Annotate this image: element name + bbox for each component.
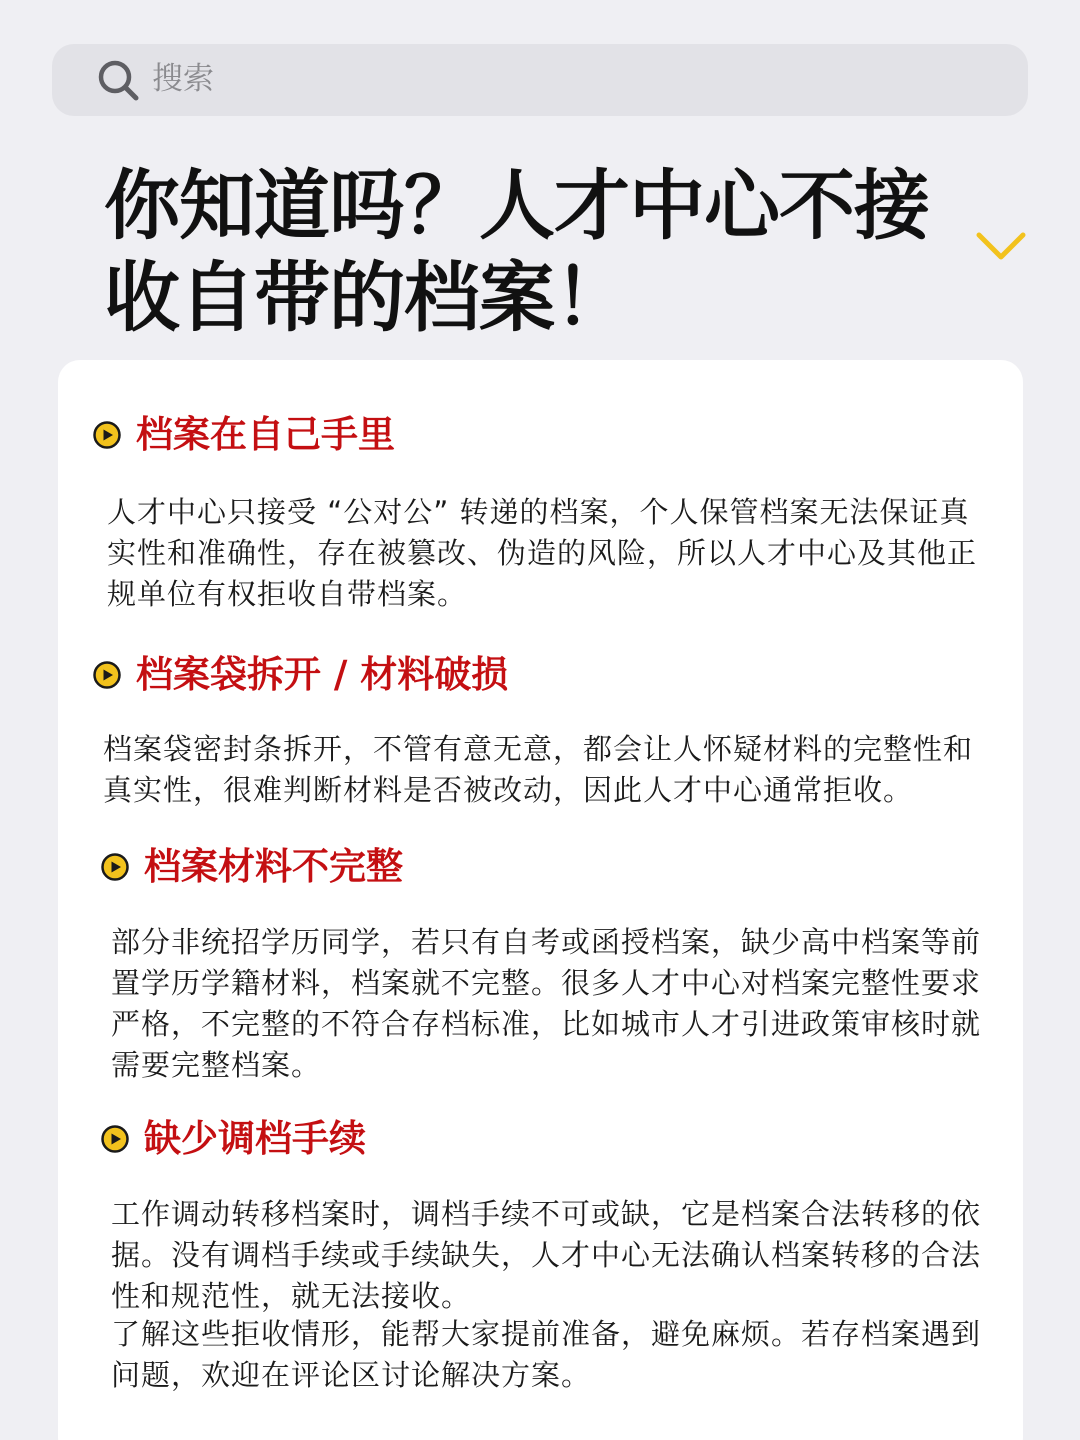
play-circle-icon	[92, 660, 122, 690]
chevron-down-icon[interactable]	[974, 226, 1028, 266]
section-heading-text: 缺少调档手续	[144, 1117, 366, 1160]
page-title: 你知道吗？人才中心不接收自带的档案！	[104, 161, 929, 342]
section-body: 工作调动转移档案时，调档手续不可或缺，它是档案合法转移的依据。没有调档手续或手续缺失，人才中心无法确认档案转移的合法性和规范性，就无法接收。	[111, 1197, 982, 1313]
section-heading-text: 档案袋拆开 / 材料破损	[136, 653, 509, 696]
closing-paragraph: 了解这些拒收情形，能帮大家提前准备，避免麻烦。若存档案遇到问题，欢迎在评论区讨论解决方案。	[111, 1317, 982, 1392]
search-input[interactable]: 搜索	[152, 61, 214, 97]
section-body: 人才中心只接受 “公对公” 转递的档案，个人保管档案无法保证真实性和准确性，存在被篡改、伪造的风险，所以人才中心及其他正规单位有权拒收自带档案。	[107, 495, 978, 611]
section-body: 档案袋密封条拆开，不管有意无意，都会让人怀疑材料的完整性和真实性，很难判断材料是否被改动，因此人才中心通常拒收。	[103, 732, 974, 807]
section-heading-text: 档案材料不完整	[144, 845, 403, 888]
section-body: 部分非统招学历同学，若只有自考或函授档案，缺少高中档案等前置学历学籍材料，档案就不完整。很多人才中心对档案完整性要求严格，不完整的不符合存档标准，比如城市人才引进政策审核时就需要完整档案。	[111, 925, 982, 1082]
play-circle-icon	[100, 852, 130, 882]
play-circle-icon	[92, 420, 122, 450]
play-circle-icon	[100, 1124, 130, 1154]
section-heading	[100, 1115, 366, 1163]
section-heading	[92, 651, 508, 699]
search-icon[interactable]	[96, 58, 140, 102]
section-heading	[100, 843, 403, 891]
section-heading	[92, 411, 395, 459]
section-heading-text: 档案在自己手里	[136, 413, 395, 456]
